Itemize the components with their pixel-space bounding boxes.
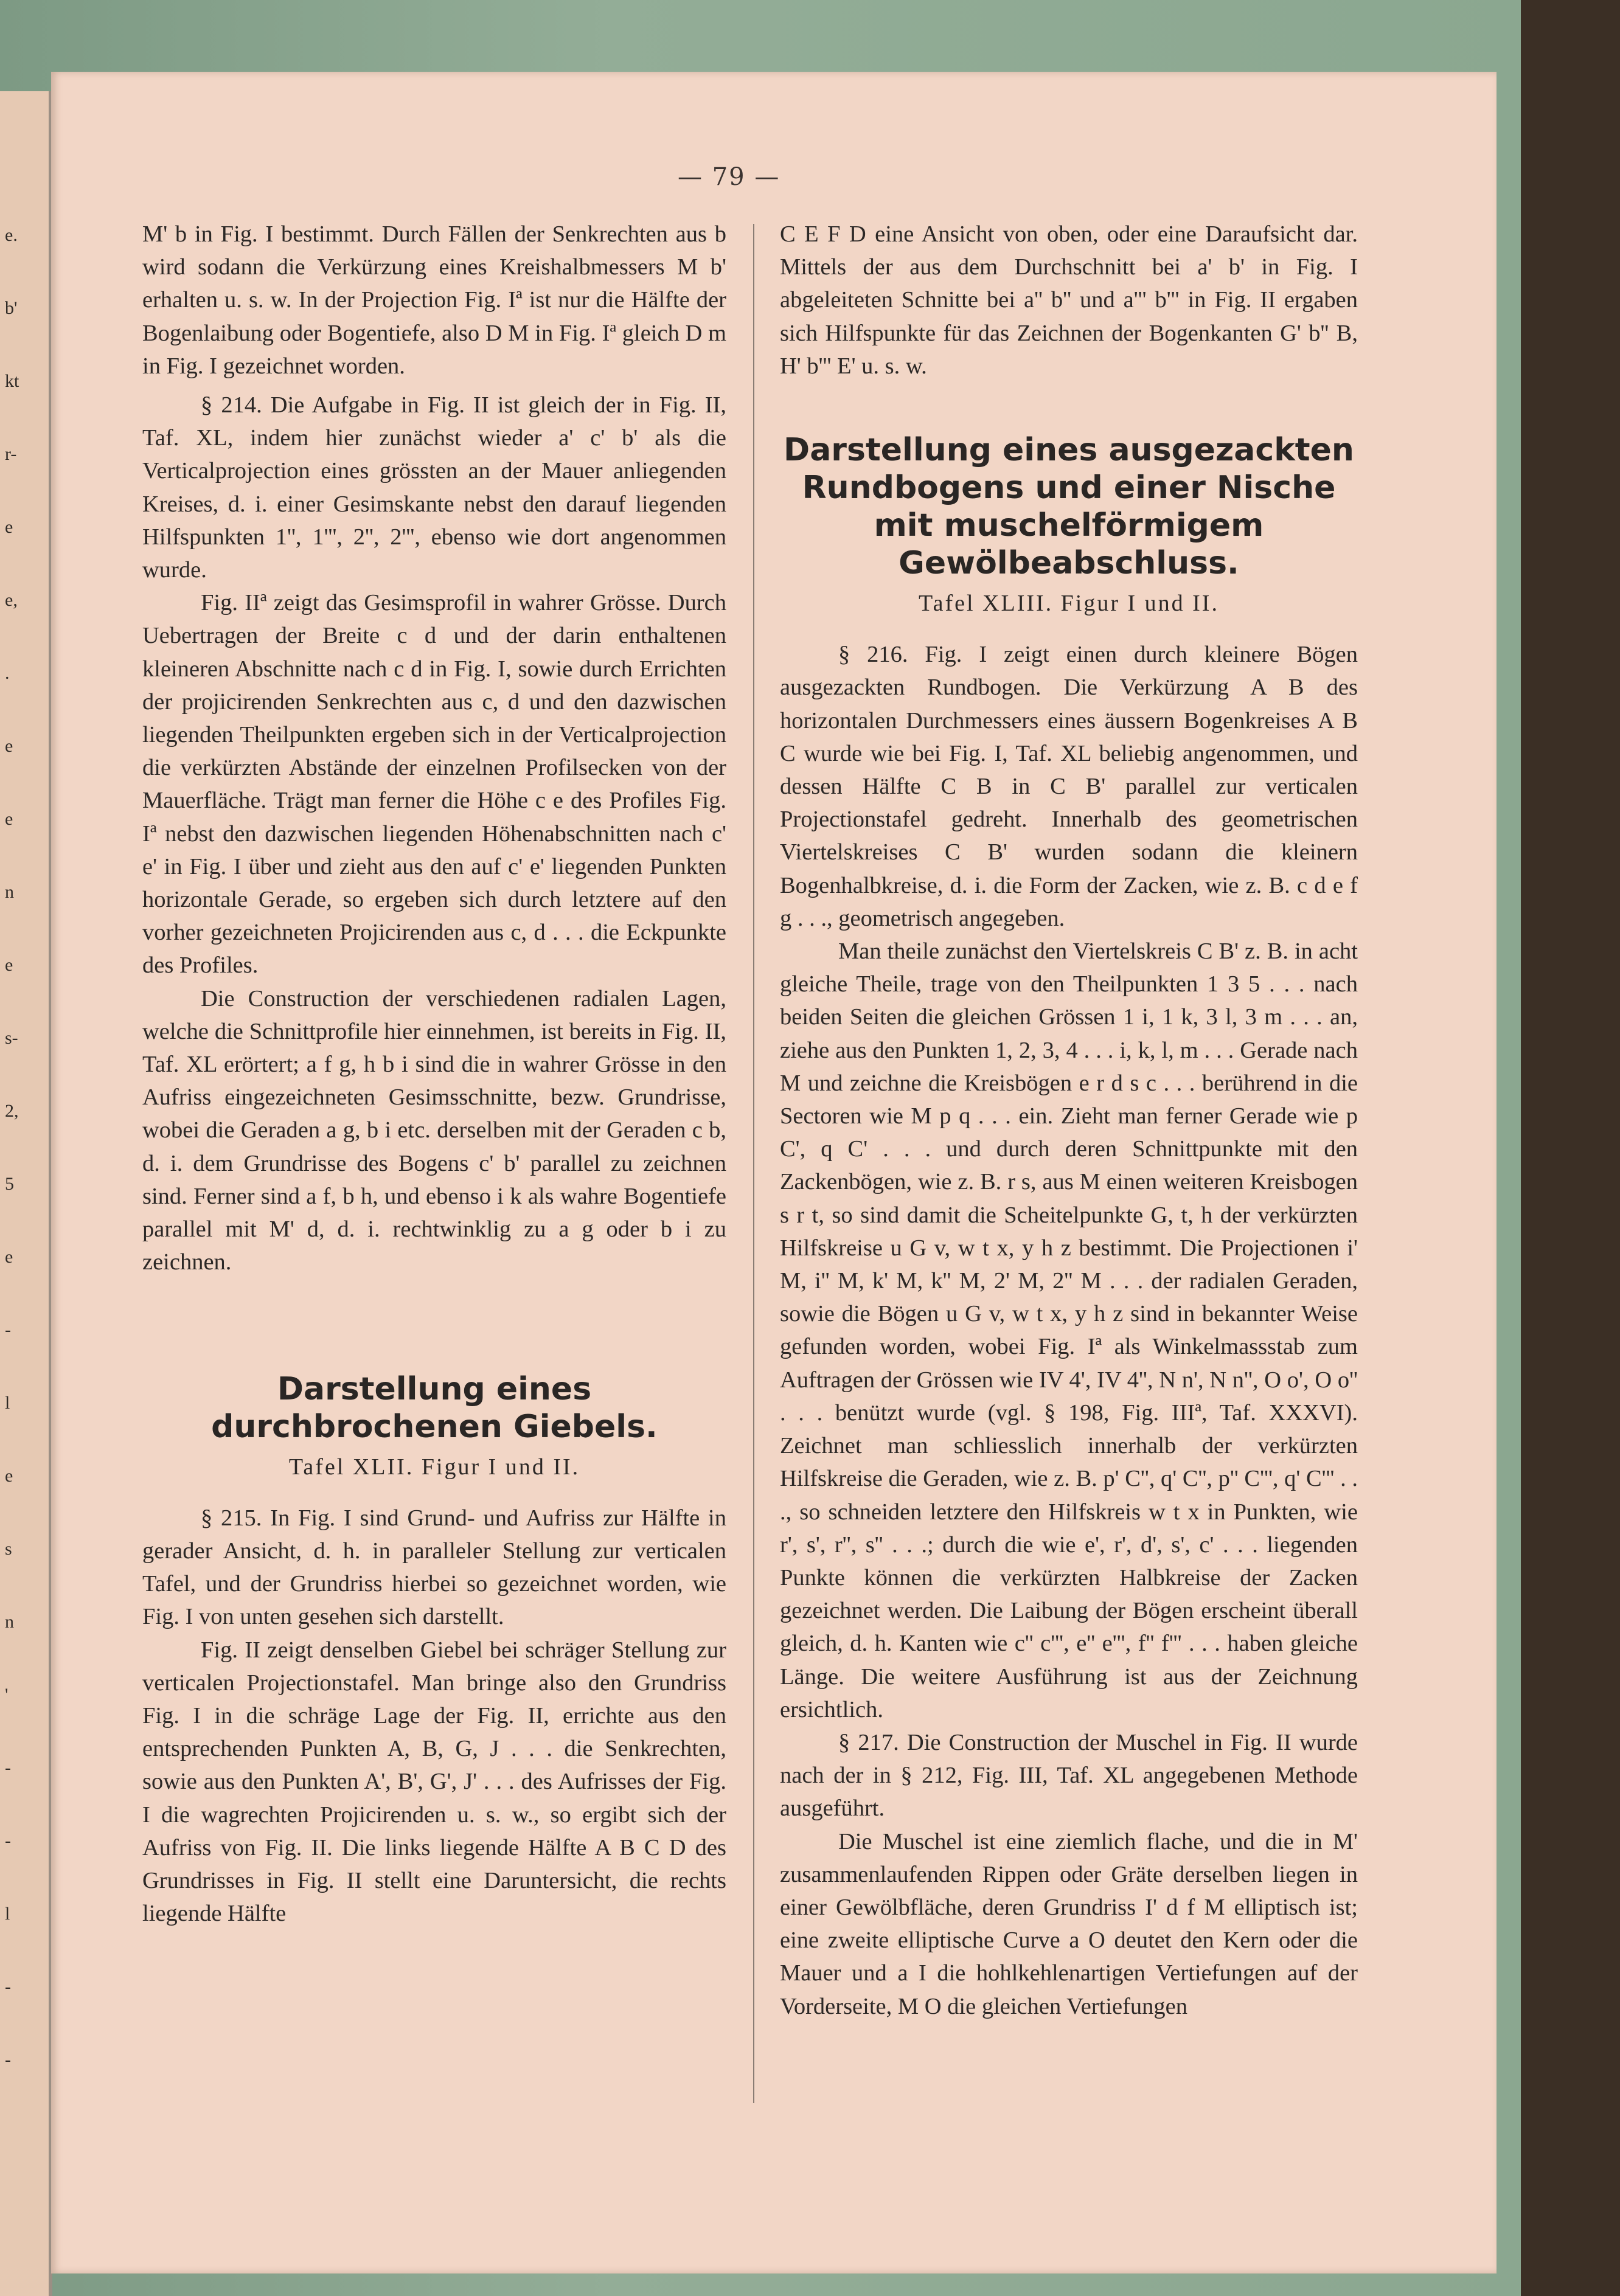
margin-fragment: ' [5, 1685, 9, 1705]
margin-fragment: - [5, 2050, 11, 2070]
margin-fragment: . [5, 663, 10, 683]
margin-fragment: - [5, 1977, 11, 1997]
margin-fragment: e [5, 1247, 13, 1267]
margin-fragment: 2, [5, 1101, 19, 1121]
paragraph-214: § 214. Die Aufgabe in Fig. II ist gleich der in Fig. II, Taf. XL, indem hier zunächst wieder a' c' b' als die Verticalprojection eines grössten an der Mauer anliegenden Kreises, d. i. einer Gesimskante nebst den darauf liegenden Hilfspunkten 1'', 1''', 2'', 2''', ebenso wie dort angenommen wurde. [142, 392, 726, 583]
margin-fragment: l [5, 1393, 10, 1413]
left-column [142, 218, 726, 1930]
margin-fragment: e, [5, 590, 18, 610]
paragraph: Fig. II zeigt denselben Giebel bei schräger Stellung zur verticalen Projectionstafel. Man bringe also den Grundriss Fig. I in die schräge Lage der Fig. II, errichte aus den entsprechenden Punkten A, B, G, J . . . die Senkrechten, sowie aus den Punkten A', B', G', J' . . . des Aufrisses der Fig. I die wagrechten Projicirenden u. s. w., so ergibt sich der Aufriss von Fig. II. Die links liegende Hälfte A B C D des Grundrisses in Fig. II stellt eine Daruntersicht, die rechts liegende Hälfte [142, 1637, 726, 1927]
column-rule [753, 224, 754, 2103]
section-heading: Darstellung eines durchbrochenen Giebels. [211, 1370, 658, 1445]
margin-fragment: e [5, 1466, 13, 1486]
margin-fragment: r- [5, 444, 17, 464]
margin-fragment: 5 [5, 1174, 14, 1194]
paragraph-217: § 217. Die Construction der Muschel in Fig. II wurde nach der in § 212, Fig. III, Taf. XL angegebenen Methode ausgeführt. [780, 1729, 1358, 1822]
plate-reference: Tafel XLII. Figur I und II. [288, 1454, 580, 1480]
margin-fragment: l [5, 1904, 10, 1924]
plate-reference: Tafel XLIII. Figur I und II. [919, 591, 1219, 617]
paragraph: M' b in Fig. I bestimmt. Durch Fällen der Senkrechten aus b wird sodann die Verkürzung eines Kreishalbmessers M b' erhalten u. s. w. In der Projection Fig. Iª ist nur die Hälfte der Bogenlaibung oder Bogentiefe, also D M in Fig. Iª gleich D m in Fig. I gezeichnet worden. [142, 221, 726, 379]
margin-fragment: - [5, 1320, 11, 1340]
margin-fragment: s [5, 1539, 12, 1559]
paragraph: Fig. IIª zeigt das Gesimsprofil in wahrer Grösse. Durch Uebertragen der Breite c d und der darin enthaltenen kleineren Abschnitte nach c d in Fig. I, sowie durch Errichten der projicirenden Senkrechten aus c, d und den dazwischen liegenden Theilpunkten ergeben sich in der Verticalprojection die verkürzten Abstände der einzelnen Profilsecken von der Mauerfläche. Trägt man ferner die Höhe c e des Profiles Fig. Iª nebst den dazwischen liegenden Höhenabschnitten nach c' e' in Fig. I über und zieht aus den auf c' e' liegenden Punkten horizontale Gerade, so ergeben sich durch letztere auf den vorher gezeichneten Projicirenden aus c, d . . . die Eckpunkte des Profiles. [142, 590, 726, 979]
margin-fragment: - [5, 1831, 11, 1851]
paragraph: Die Construction der verschiedenen radialen Lagen, welche die Schnittprofile hier einnehmen, ist bereits in Fig. II, Taf. XL erörtert; a f g, h b i sind die in wahrer Grösse in den Aufriss eingezeichneten Gesimsschnitte, bezw. Grundrisse, wobei die Geraden a g, b i etc. derselben mit der Geraden c b, d. i. dem Grundrisse des Bogens c' b' parallel zu zeichnen sind. Ferner sind a f, b h, und ebenso i k als wahre Bogentiefe parallel mit M' d, d. i. rechtwinklig zu a g oder b i zu zeichnen. [142, 985, 726, 1275]
paragraph: Die Muschel ist eine ziemlich flache, und die in M' zusammenlaufenden Rippen oder Gräte derselben liegen in einer Gewölbfläche, deren Grundriss I' d f M elliptisch ist; eine zweite elliptische Curve a O deutet den Kern oder die Mauer und a I die hohlkehlenartigen Vertiefungen auf der Vorderseite, M O die gleichen Vertiefungen [780, 1828, 1358, 2019]
book-page [51, 72, 1497, 2273]
margin-fragment: n [5, 882, 14, 902]
paragraph: Man theile zunächst den Viertelskreis C B' z. B. in acht gleiche Theile, trage von den Theilpunkten 1 3 5 . . . nach beiden Seiten die gleichen Grössen 1 i, 1 k, 3 l, 3 m . . . an, ziehe aus den Punkten 1, 2, 3, 4 . . . i, k, l, m . . . Gerade nach M und zeichne die Kreisbögen e r d s c . . . berührend in die Sectoren wie M p q . . . ein. Zieht man ferner Gerade wie p C', q C' . . . und durch deren Schnittpunkte mit den Zackenbögen, wie z. B. r s, aus M einen weiteren Kreisbogen s r t, so sind damit die Scheitelpunkte G, t, h der verkürzten Hilfskreise u G v, w t x, y h z bestimmt. Die Projectionen i' M, i'' M, k' M, k'' M, 2' M, 2'' M . . . der radialen Geraden, sowie die Bögen u G v, w t x, y h z sind in bekannter Weise gefunden worden, wobei Fig. Iª als Winkelmassstab zum Auftragen der Grössen wie IV 4', IV 4'', N n', N n'', O o', O o'' . . . benützt wurde (vgl. § 198, Fig. IIIª, Taf. XXXVI). Zeichnet man schliesslich innerhalb der verkürzten Hilfskreise die Geraden, wie z. B. p' C'', q' C'', p'' C''', q' C''' . . ., so schneiden letztere den Hilfskreis w t x in Punkten, wie r', s', r'', s'' . . .; durch die wie e', r', d', s', c' . . . liegenden Punkte können die verkürzten Halbkreise der Zacken gezeichnet werden. Die Laibung der Bögen erscheint überall gleich, d. h. Kanten wie c'' c''', e'' e''', f'' f''' . . . haben gleiche Länge. Die weitere Ausführung ist aus der Zeichnung ersichtlich. [780, 938, 1358, 1722]
margin-fragment: kt [5, 371, 19, 391]
margin-fragment: e [5, 517, 13, 537]
margin-fragment: e [5, 809, 13, 829]
margin-fragment: - [5, 1758, 11, 1778]
facing-page-edge [0, 91, 52, 2296]
margin-fragment: n [5, 1612, 14, 1632]
paragraph-215: § 215. In Fig. I sind Grund- und Aufriss zur Hälfte in gerader Ansicht, d. h. in paralleler Stellung zur verticalen Tafel, und der Grundriss hierbei so gezeichnet worden, wie Fig. I von unten gesehen sich darstellt. [142, 1505, 726, 1630]
right-column [780, 218, 1358, 2023]
paragraph: C E F D eine Ansicht von oben, oder eine Daraufsicht dar. Mittels der aus dem Durchschnitt bei a' b' in Fig. I abgeleiteten Schnitte bei a'' b'' und a''' b''' in Fig. II ergaben sich Hilfspunkte für das Zeichnen der Bogenkanten G' b'' B, H' b''' E' u. s. w. [780, 221, 1358, 379]
margin-fragment: s- [5, 1028, 18, 1048]
margin-fragment: e [5, 955, 13, 975]
margin-fragment: b' [5, 298, 18, 318]
paragraph-216: § 216. Fig. I zeigt einen durch kleinere Bögen ausgezackten Rundbogen. Die Verkürzung A B des horizontalen Durchmessers eines äussern Bogenkreises A B C wurde wie bei Fig. I, Taf. XL beliebig angenommen, und dessen Hälfte C B in C B' parallel zur verticalen Projectionstafel gedreht. Innerhalb des geometrischen Viertelskreises C B' wurden sodann die kleinern Bogenhalbkreise, d. i. die Form der Zacken, wie z. B. c d e f g . . ., geometrisch angegeben. [780, 642, 1358, 931]
page-number: — 79 — [678, 163, 780, 191]
margin-fragment: e [5, 736, 13, 756]
section-heading: Darstellung eines ausgezackten Rundbogens und einer Nische mit muschelförmigem Gewölbeabschluss. [784, 432, 1354, 582]
margin-fragment: e. [5, 225, 18, 245]
